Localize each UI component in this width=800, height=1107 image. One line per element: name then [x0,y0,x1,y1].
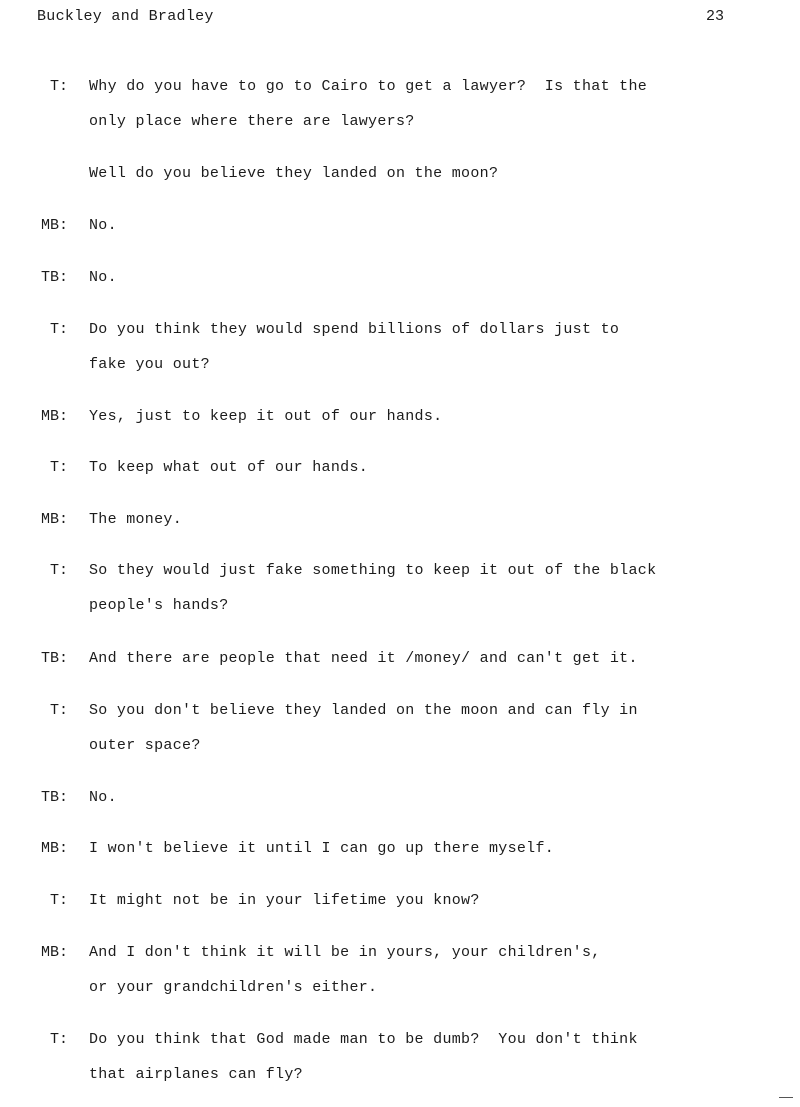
dialogue-line: Do you think that God made man to be dumb? You don't think [89,1031,638,1048]
page-edge-mark [779,1097,793,1098]
dialogue-line: Yes, just to keep it out of our hands. [89,408,443,425]
speaker-label: MB: [40,840,68,857]
dialogue-line: that airplanes can fly? [89,1066,303,1083]
dialogue-line: Well do you believe they landed on the moon? [89,165,499,182]
dialogue-line: Do you think they would spend billions of dollars just to [89,321,620,338]
dialogue-line: No. [89,789,117,806]
dialogue-line: No. [89,269,117,286]
dialogue-line: And I don't think it will be in yours, your children's, [89,944,601,961]
dialogue-line: Why do you have to go to Cairo to get a lawyer? Is that the [89,78,648,95]
dialogue-line: or your grandchildren's either. [89,979,378,996]
dialogue-line: The money. [89,511,183,528]
dialogue-line: So they would just fake something to keep it out of the black [89,562,657,579]
dialogue-line: only place where there are lawyers? [89,113,415,130]
speaker-label: MB: [40,944,68,961]
dialogue-line: To keep what out of our hands. [89,459,369,476]
speaker-label: T: [49,321,68,338]
dialogue-line: No. [89,217,117,234]
dialogue-line: It might not be in your lifetime you know? [89,892,480,909]
speaker-label: T: [49,892,68,909]
speaker-label: T: [49,702,68,719]
dialogue-line: fake you out? [89,356,210,373]
speaker-label: T: [49,459,68,476]
dialogue-line: people's hands? [89,597,229,614]
speaker-label: T: [49,562,68,579]
page-number: 23 [706,8,725,25]
dialogue-line: outer space? [89,737,201,754]
speaker-label: TB: [40,789,68,806]
speaker-label: MB: [40,511,68,528]
dialogue-line: I won't believe it until I can go up there myself. [89,840,555,857]
dialogue-line: So you don't believe they landed on the moon and can fly in [89,702,638,719]
speaker-label: TB: [40,269,68,286]
speaker-label: T: [49,1031,68,1048]
running-header: Buckley and Bradley [37,8,214,25]
speaker-label: MB: [40,408,68,425]
speaker-label: TB: [40,650,68,667]
speaker-label: T: [49,78,68,95]
dialogue-line: And there are people that need it /money/ and can't get it. [89,650,638,667]
speaker-label: MB: [40,217,68,234]
